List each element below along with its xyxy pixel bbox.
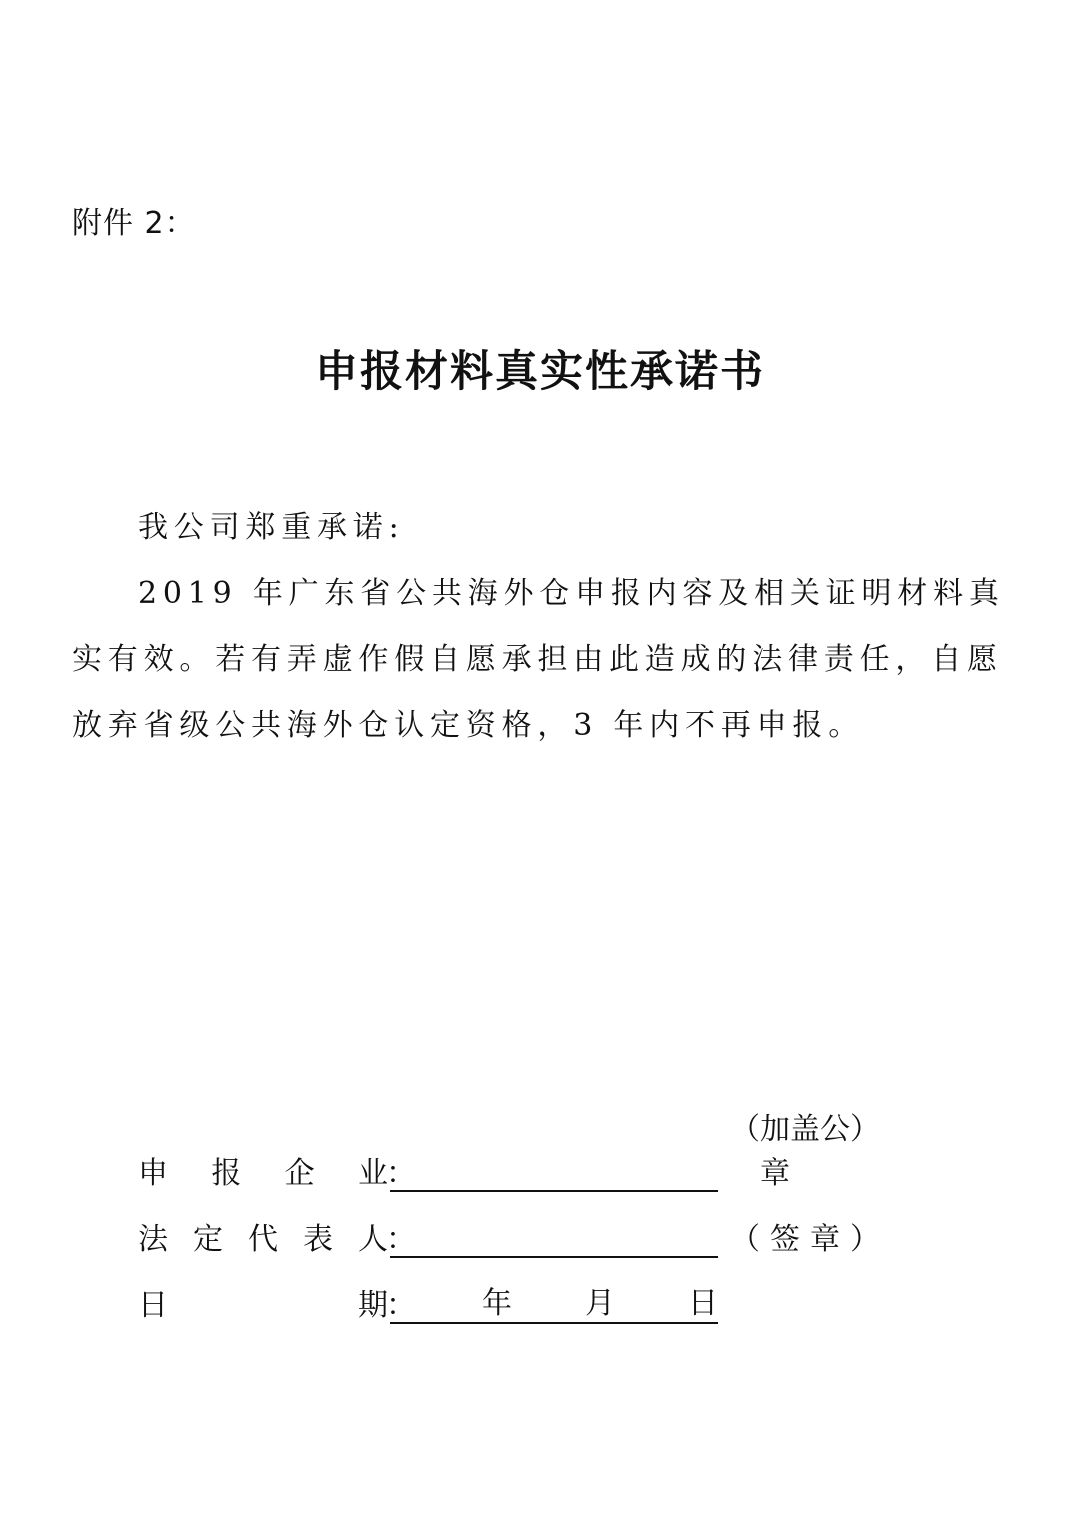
legal-rep-note [730, 1214, 880, 1258]
label-char: 表 [303, 1222, 333, 1257]
date-month: 月 [585, 1286, 615, 1321]
document-title: 申报材料真实性承诺书 [315, 347, 765, 397]
note-text: 章 [810, 1222, 840, 1257]
date-label [138, 1280, 416, 1324]
company-field-line[interactable] [390, 1156, 718, 1192]
label-char: 日 [138, 1288, 168, 1323]
legal-rep-colon: ： [386, 1222, 416, 1257]
note-text: 签 [770, 1222, 800, 1257]
company-colon: ： [386, 1156, 416, 1191]
company-row [138, 1112, 880, 1192]
date-colon: ： [386, 1288, 416, 1323]
legal-rep-label [138, 1214, 416, 1258]
date-field-line[interactable] [390, 1288, 718, 1324]
label-char: 报 [211, 1156, 242, 1191]
label-char: 申 [138, 1156, 168, 1191]
label-char: 代 [248, 1222, 278, 1257]
signature-block [138, 1112, 880, 1348]
commitment-body [72, 495, 1012, 759]
legal-rep-row [138, 1216, 880, 1258]
note-open-paren: （ [730, 1222, 760, 1257]
legal-rep-field-line[interactable] [390, 1222, 718, 1258]
company-note [730, 1104, 880, 1192]
attachment-label: 附件 2： [72, 206, 196, 241]
label-char: 法 [138, 1222, 168, 1257]
company-label [138, 1148, 416, 1192]
note-close-paren: ） [850, 1222, 880, 1257]
note-open-paren: （ [730, 1112, 760, 1147]
commitment-paragraph: 2019 年广东省公共海外仓申报内容及相关证明材料真实有效。若有弄虚作假自愿承担由此造成的法律责任，自愿放弃省级公共海外仓认定资格，3 年内不再申报。 [72, 576, 1005, 743]
date-year: 年 [482, 1286, 512, 1321]
date-day: 日 [688, 1286, 718, 1321]
note-close-paren: ） [850, 1112, 880, 1147]
note-text: 加盖公章 [760, 1112, 850, 1191]
label-char: 人 [358, 1222, 388, 1257]
date-row [138, 1282, 880, 1324]
label-char: 企 [284, 1156, 315, 1191]
label-char: 期 [358, 1288, 388, 1323]
label-char: 定 [193, 1222, 223, 1257]
label-char: 业 [357, 1156, 388, 1191]
commitment-intro: 我公司郑重承诺: [138, 510, 405, 545]
